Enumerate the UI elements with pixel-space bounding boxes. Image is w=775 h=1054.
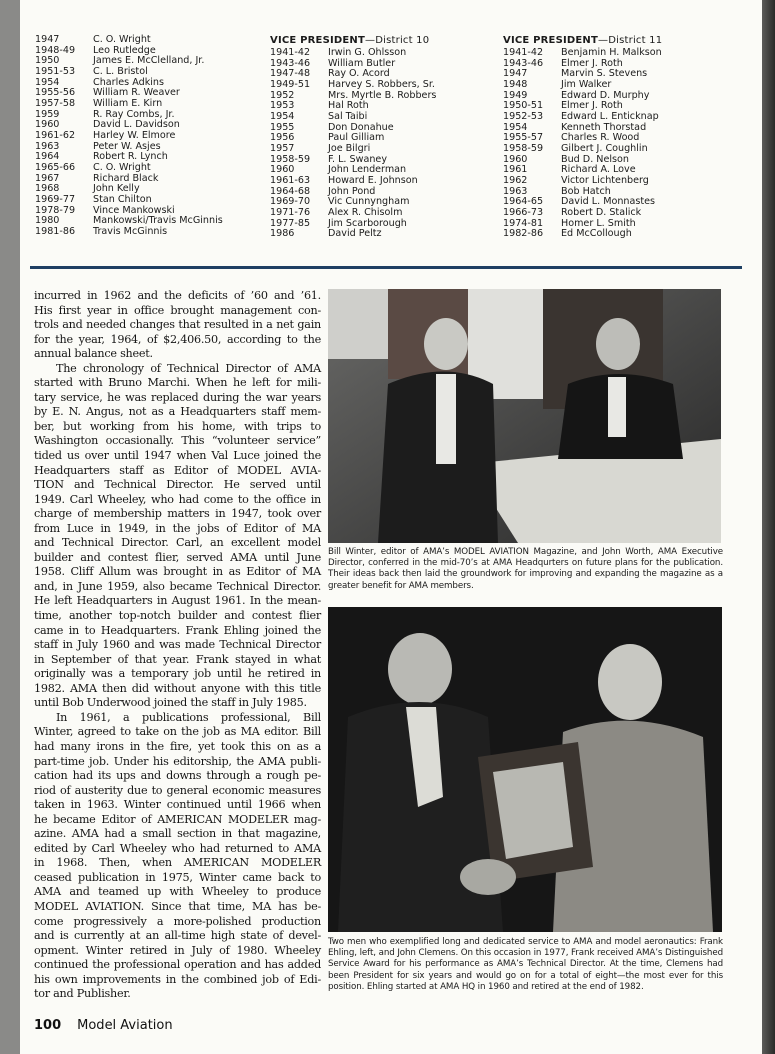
term-years: 1947-48	[270, 68, 311, 80]
officer-name: Bud D. Nelson	[561, 153, 629, 165]
term-years: 1952	[270, 89, 295, 101]
text-line: continued the professional operation and has added	[34, 958, 321, 972]
text-line: Headquarters staff as Editor of MODEL AVIA-	[34, 463, 321, 477]
text-line: MODEL AVIATION. Since that time, MA has be-	[34, 899, 321, 913]
term-years: 1952-53	[503, 110, 544, 122]
officer-name: Richard A. Love	[561, 164, 636, 176]
officer-name: Elmer J. Roth	[561, 57, 623, 69]
officer-name: John Kelly	[93, 183, 140, 195]
term-years: 1950-51	[503, 100, 544, 112]
term-years: 1961-63	[270, 174, 311, 186]
officer-name: Mrs. Myrtle B. Robbers	[328, 89, 437, 101]
text-line: incurred in 1962 and the deficits of ’60 and ’61.	[34, 289, 321, 302]
officer-name: William Butler	[328, 57, 396, 69]
text-line: tor and Publisher.	[34, 987, 131, 1001]
term-years: 1949	[503, 89, 528, 101]
text-line: opment. Winter retired in July of 1980. Wheeley	[34, 943, 321, 957]
officer-name: Gilbert J. Coughlin	[561, 142, 648, 154]
text-line: come progressively a more-polished production	[34, 914, 321, 928]
term-years: 1941-42	[503, 47, 544, 58]
term-years: 1965-66	[35, 161, 76, 173]
term-years: 1960	[35, 119, 60, 131]
text-line: and is currently at an all-time high state of devel-	[34, 929, 321, 943]
term-years: 1964-65	[503, 196, 544, 208]
term-years: 1986	[270, 228, 295, 240]
officer-name: David L. Davidson	[93, 119, 180, 131]
officer-name: Don Donahue	[328, 121, 394, 133]
list-row	[503, 176, 662, 187]
term-years: 1943-46	[270, 57, 311, 69]
list-row	[270, 176, 436, 187]
text-line: from Luce in 1949, in the jobs of Editor of MA	[34, 521, 321, 535]
list-row	[35, 163, 223, 174]
text-line: and Technical Director. Carl, an excellent model	[34, 536, 321, 550]
text-line: riod of austerity due to general economic measures	[34, 783, 321, 797]
term-years: 1957	[270, 142, 295, 154]
officer-name: Benjamin H. Malkson	[561, 47, 662, 58]
list-row	[35, 227, 223, 238]
list-row	[503, 208, 662, 219]
term-years: 1954	[35, 76, 60, 88]
term-years: 1958-59	[503, 142, 544, 154]
officer-name: Jim Scarborough	[328, 217, 407, 229]
officer-name: David Peltz	[328, 228, 382, 240]
officer-name: Richard Black	[93, 172, 159, 184]
paragraph	[34, 362, 321, 711]
officer-name: C. O. Wright	[93, 34, 151, 45]
list-row	[35, 99, 223, 110]
text-line: 1982. AMA then did without anyone with this title	[34, 681, 321, 695]
district-10-list	[270, 36, 436, 240]
officer-name: James E. McClelland, Jr.	[93, 55, 205, 67]
heading-subtitle: —District 11	[598, 35, 663, 46]
term-years: 1961	[503, 164, 528, 176]
officer-name: Stan Chilton	[93, 193, 152, 205]
term-years: 1941-42	[270, 47, 311, 58]
officer-name: Vince Mankowski	[93, 204, 175, 216]
divider-rule	[30, 266, 742, 269]
text-line: Winter, agreed to take on the job as MA editor. Bill	[34, 725, 321, 739]
officer-name: Bob Hatch	[561, 185, 611, 197]
term-years: 1954	[503, 121, 528, 133]
photo-caption: Two men who exemplified long and dedicated service to AMA and model aeronautics: Frank Ehling, left, and John Clemens. On this occasion in 1977, Frank received AMA’s Distinguished Service Award for his performance as AMA’s Technical Director. At the time, Clemens had been President for six years and would go on for a total of eight—the most ever for this position. Ehling started at AMA HQ in 1960 and retired at the end of 1982.	[328, 937, 723, 992]
officer-name: Charles R. Wood	[561, 132, 640, 144]
list-row	[270, 112, 436, 123]
text-line: In 1961, a publications professional, Bill	[56, 710, 321, 724]
officer-name: Travis McGinnis	[93, 225, 168, 237]
term-years: 1960	[270, 164, 295, 176]
paragraph	[34, 711, 321, 1002]
district-11-list	[503, 36, 662, 240]
officer-name: Sal Taibi	[328, 110, 368, 122]
text-line: in 1968. Then, when AMERICAN MODELER	[34, 856, 321, 870]
officer-name: Kenneth Thorstad	[561, 121, 647, 133]
term-years: 1968	[35, 183, 60, 195]
term-years: 1961-62	[35, 129, 76, 141]
term-years: 1977-85	[270, 217, 311, 229]
term-years: 1969-77	[35, 193, 76, 205]
officer-name: Ed McCollough	[561, 228, 632, 240]
officer-name: Edward L. Enticknap	[561, 110, 659, 122]
term-years: 1971-76	[270, 206, 311, 218]
officer-name: Edward D. Murphy	[561, 89, 650, 101]
text-line: His first year in office brought management con-	[34, 303, 321, 317]
term-years: 1954	[270, 110, 295, 122]
term-years: 1947	[503, 68, 528, 80]
text-line: TION and Technical Director. He served until	[34, 478, 321, 492]
term-years: 1955-57	[503, 132, 544, 144]
officer-name: Paul Gilliam	[328, 132, 385, 144]
officer-name: Irwin G. Ohlsson	[328, 47, 407, 58]
officer-name: Peter W. Asjes	[93, 140, 161, 152]
text-line: originally was a temporary job until he retired in	[34, 667, 321, 681]
officer-name: C. O. Wright	[93, 161, 151, 173]
text-line: builder and contest flier, served AMA until June	[34, 550, 321, 564]
text-line: started with Bruno Marchi. When he left for mili-	[34, 376, 321, 390]
text-line: The chronology of Technical Director of AMA	[56, 361, 321, 375]
officer-name: Leo Rutledge	[93, 44, 156, 56]
term-years: 1943-46	[503, 57, 544, 69]
text-line: had many irons in the fire, yet took this on as a	[34, 739, 321, 753]
photo-caption: Bill Winter, editor of AMA’s MODEL AVIATION Magazine, and John Worth, AMA Executive Director, conferred in the mid-70’s at AMA Headqurters on future plans for the publication. Their ideas back then laid the groundwork for improving and expanding the magazine as a greater benefit for AMA members.	[328, 547, 723, 591]
text-line: he became Editor of AMERICAN MODELER mag-	[34, 812, 321, 826]
term-years: 1980	[35, 215, 60, 227]
page-number: 100	[34, 1018, 62, 1033]
text-line: cation had its ups and downs through a rough pe-	[34, 769, 321, 783]
article-body	[34, 289, 321, 1002]
list-row	[35, 195, 223, 206]
page-footer	[34, 1018, 173, 1033]
text-line: taken in 1963. Winter continued until 1966 when	[34, 798, 321, 812]
photo-winter-worth	[328, 289, 721, 543]
officer-name: John Pond	[328, 185, 376, 197]
text-line: Washington occasionally. This “volunteer service”	[34, 434, 321, 448]
term-years: 1956	[270, 132, 295, 144]
term-years: 1964-68	[270, 185, 311, 197]
officer-name: Homer L. Smith	[561, 217, 636, 229]
heading-subtitle: —District 10	[365, 35, 430, 46]
text-line: He left Headquarters in August 1961. In the mean-	[34, 594, 321, 608]
term-years: 1955-56	[35, 87, 76, 99]
officer-name: John Lenderman	[328, 164, 407, 176]
list-row	[270, 229, 436, 240]
officer-name: Harley W. Elmore	[93, 129, 176, 141]
officer-name: Joe Bilgri	[328, 142, 371, 154]
list-row	[270, 144, 436, 155]
paragraph	[34, 289, 321, 362]
officer-name: Howard E. Johnson	[328, 174, 418, 186]
term-years: 1967	[35, 172, 60, 184]
scan-edge	[762, 0, 775, 1054]
term-years: 1955	[270, 121, 295, 133]
list-row	[503, 112, 662, 123]
officer-name: Robert R. Lynch	[93, 151, 168, 163]
text-line: for the year, 1964, of $2,406.50, according to the	[34, 332, 321, 346]
officer-name: David L. Monnastes	[561, 196, 656, 208]
term-years: 1963	[503, 185, 528, 197]
text-line: tided us over until 1947 when Val Luce joined the	[34, 449, 321, 463]
officer-name: Harvey S. Robbers, Sr.	[328, 78, 435, 90]
heading-title: VICE PRESIDENT	[503, 35, 599, 46]
officer-name: Elmer J. Roth	[561, 100, 623, 112]
text-line: ceased publication in 1975, Winter came back to	[34, 870, 321, 884]
text-line: time, another top-notch builder and contest flier	[34, 609, 321, 623]
text-line: by E. N. Angus, not as a Headquarters staff mem-	[34, 405, 321, 419]
officer-name: Ray O. Acord	[328, 68, 390, 80]
list-row	[35, 131, 223, 142]
term-years: 1982-86	[503, 228, 544, 240]
term-years: 1949-51	[270, 78, 311, 90]
term-years: 1964	[35, 151, 60, 163]
text-line: staff in July 1960 and was made Technical Director	[34, 638, 321, 652]
officers-list-1	[35, 35, 223, 237]
text-line: and, in June 1959, also became Technical Director.	[34, 579, 321, 593]
text-line: came in to Headquarters. Frank Ehling joined the	[34, 623, 321, 637]
term-years: 1947	[35, 34, 60, 45]
officer-name: Marvin S. Stevens	[561, 68, 648, 80]
photo-ehling-clemens	[328, 607, 722, 932]
officer-name: C. L. Bristol	[93, 65, 148, 77]
text-line: annual balance sheet.	[34, 347, 153, 361]
text-line: tary service, he was replaced during the war years	[34, 390, 321, 404]
term-years: 1950	[35, 55, 60, 67]
text-line: 1949. Carl Wheeley, who had come to the office in	[34, 492, 321, 506]
term-years: 1948-49	[35, 44, 76, 56]
text-line: in September of that year. Frank stayed in what	[34, 652, 321, 666]
officer-name: Vic Cunnyngham	[328, 196, 410, 208]
term-years: 1978-79	[35, 204, 76, 216]
text-line: 1958. Cliff Allum was brought in as Editor of MA	[34, 565, 321, 579]
term-years: 1953	[270, 100, 295, 112]
text-line: azine. AMA had a small section in that magazine,	[34, 827, 321, 841]
officer-name: Robert D. Stalick	[561, 206, 642, 218]
officer-name: Mankowski/Travis McGinnis	[93, 215, 223, 227]
magazine-name: Model Aviation	[77, 1018, 173, 1033]
officer-name: Hal Roth	[328, 100, 369, 112]
text-line: charge of membership matters in 1947, took over	[34, 507, 321, 521]
list-row	[270, 208, 436, 219]
term-years: 1948	[503, 78, 528, 90]
officer-name: Jim Walker	[561, 78, 612, 90]
text-line: part-time job. Under his editorship, the AMA publi-	[34, 754, 321, 768]
text-line: trols and needed changes that resulted in a net gain	[34, 318, 321, 332]
term-years: 1974-81	[503, 217, 544, 229]
term-years: 1957-58	[35, 97, 76, 109]
term-years: 1951-53	[35, 65, 76, 77]
term-years: 1963	[35, 140, 60, 152]
list-row	[503, 229, 662, 240]
text-line: until Bob Underwood joined the staff in July 1985.	[34, 696, 307, 710]
term-years: 1981-86	[35, 225, 76, 237]
officer-name: Alex R. Chisolm	[328, 206, 403, 218]
text-line: ber, but working from his home, with trips to	[34, 419, 321, 433]
term-years: 1959	[35, 108, 60, 120]
term-years: 1969-70	[270, 196, 311, 208]
term-years: 1958-59	[270, 153, 311, 165]
term-years: 1962	[503, 174, 528, 186]
officer-name: Charles Adkins	[93, 76, 165, 88]
text-line: AMA and teamed up with Wheeley to produce	[34, 885, 321, 899]
list-row	[503, 144, 662, 155]
text-line: his own improvements in the combined job of Edi-	[34, 972, 321, 986]
heading-title: VICE PRESIDENT	[270, 35, 366, 46]
text-line: edited by Carl Wheeley who had returned to AMA	[34, 841, 321, 855]
officer-name: Victor Lichtenberg	[561, 174, 649, 186]
officer-name: William R. Weaver	[93, 87, 180, 99]
officer-name: F. L. Swaney	[328, 153, 387, 165]
officer-name: R. Ray Combs, Jr.	[93, 108, 175, 120]
term-years: 1960	[503, 153, 528, 165]
term-years: 1966-73	[503, 206, 544, 218]
officer-name: William E. Kirn	[93, 97, 163, 109]
